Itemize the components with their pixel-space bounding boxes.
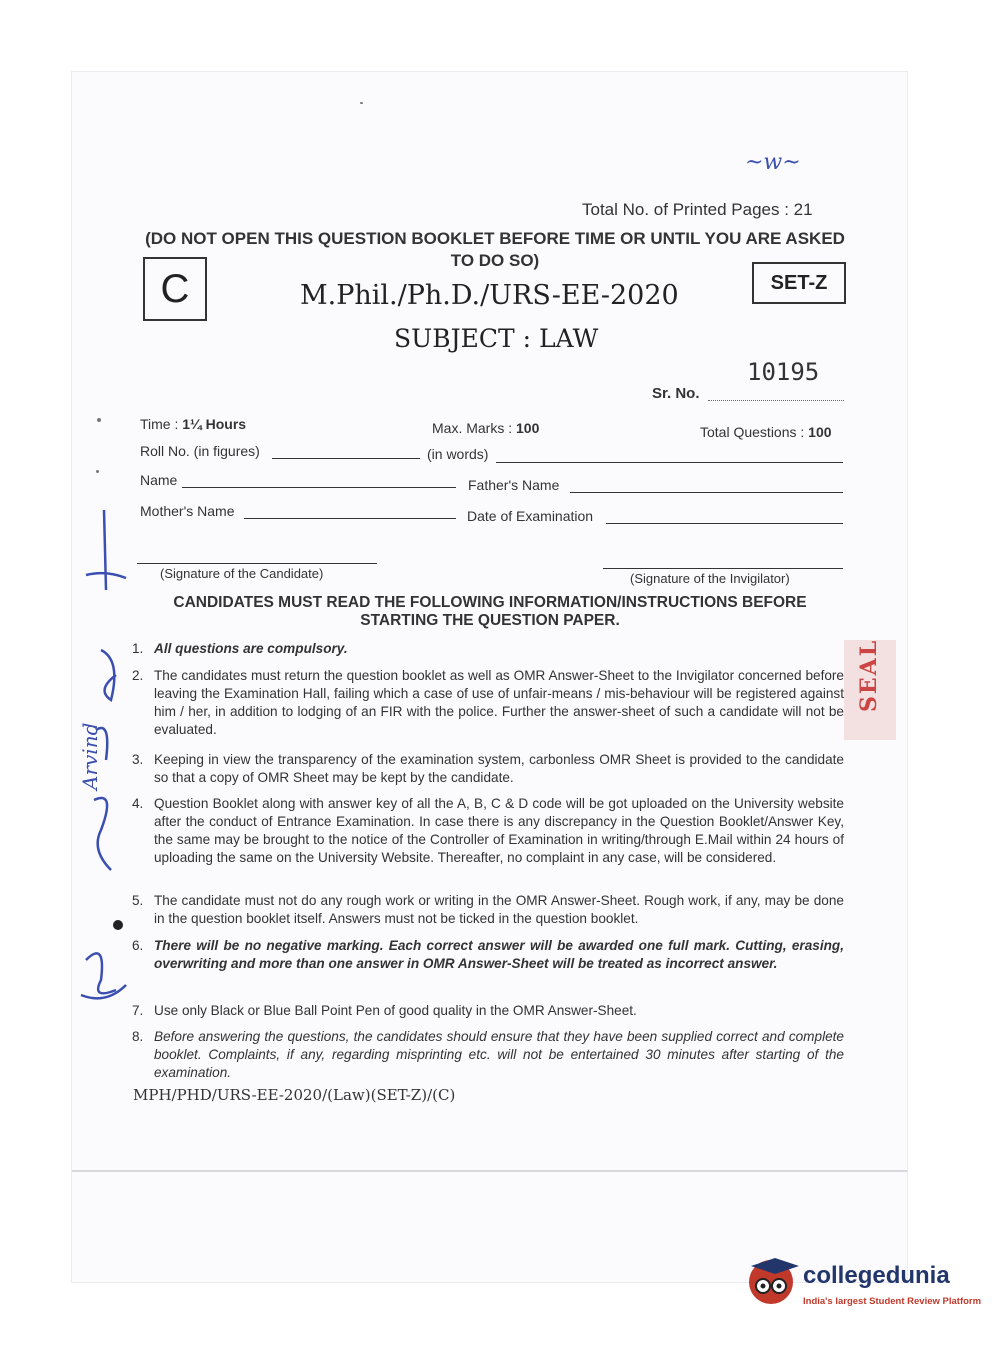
margin-handwritten-name: Arvind [78,722,102,790]
printed-pages-count: Total No. of Printed Pages : 21 [582,200,813,219]
serial-number: 10195 [747,358,820,386]
set-label: SET-Z [770,271,828,294]
instruction-text: Use only Black or Blue Ball Point Pen of good quality in the OMR Answer-Sheet. [154,1003,637,1018]
fathers-name-label: Father's Name [468,477,560,493]
questions-value: 100 [808,424,832,440]
instruction-number: 2. [132,668,144,683]
exam-date-label: Date of Examination [467,508,594,524]
instruction-text: Question Booklet along with answer key of all the A, B, C & D code will be got uploaded on the University website after the conduct of Entrance Examination. In case there is any discrepancy in the Question Booklet/Answer Key, the same may be brought to the notice of the Controller of Examination in writing/through E.Mail within 24 hours of uploading the same on the University Website. Thereafter, no complaint in any case, will be considered. [154,796,844,865]
instruction-text: There will be no negative marking. Each correct answer will be awarded one full mark. Cutting, erasing, overwriting and more than one answer in OMR Answer-Sheet will be treated as incorrect answer. [154,938,844,971]
marks-field [432,420,539,436]
instruction-text: The candidate must not do any rough work or writing in the OMR Answer-Sheet. Rough work, if any, may be done in the question booklet itself. Answers must not be ticked in the question booklet. [154,893,844,926]
speck [97,418,101,422]
marks-label: Max. Marks : [432,420,517,436]
roll-figures-label: Roll No. (in figures) [140,443,260,459]
instruction-text: Before answering the questions, the candidates should ensure that they have been supplied correct and complete booklet. Complaints, if any, regarding misprinting etc. will not be entertained 30 minutes after starting of the examination. [154,1029,844,1080]
time-value: 1¼ Hours [182,416,247,432]
roll-words-line[interactable] [496,462,843,463]
seal-text: SEAL [856,638,882,712]
collegedunia-logo-icon [745,1252,801,1308]
marks-value: 100 [516,420,540,436]
instruction-text: Keeping in view the transparency of the examination system, carbonless OMR Sheet is provided to the candidate so that a copy of OMR Sheet may be kept by the candidate. [154,752,844,785]
instruction-number: 6. [132,938,144,953]
brand-name: collegedunia [803,1262,950,1289]
instruction-item [132,892,844,928]
time-field [140,416,246,432]
candidate-signature-label: (Signature of the Candidate) [160,566,324,581]
questions-field [700,424,832,440]
invigilator-signature-label: (Signature of the Invigilator) [630,571,790,586]
instruction-number: 3. [132,752,144,767]
instruction-item [132,640,844,658]
footer-booklet-code: MPH/PHD/URS-EE-2020/(Law)(SET-Z)/(C) [133,1086,456,1104]
name-line[interactable] [182,487,456,488]
instruction-number: 4. [132,796,144,811]
roll-figures-line[interactable] [272,458,420,459]
instruction-text: All questions are compulsory. [154,641,348,656]
speck [96,470,99,473]
booklet-code-box [143,257,207,321]
serial-dotted-line [708,386,844,401]
set-box [752,262,846,304]
brand-tagline: India's largest Student Review Platform [803,1296,982,1307]
roll-words-label: (in words) [427,446,489,462]
time-label: Time : [140,416,183,432]
instruction-number: 7. [132,1003,144,1018]
instruction-item [132,667,844,739]
exam-title: M.Phil./Ph.D./URS-EE-2020 [300,280,679,311]
serial-label: Sr. No. [652,385,700,402]
instruction-item [132,795,844,867]
page-edge [72,1170,907,1172]
mothers-name-line[interactable] [244,518,456,519]
instruction-item [132,1028,844,1082]
instruction-item [132,937,844,973]
name-label: Name [140,472,178,488]
corner-handwritten-mark: ~w~ [745,150,801,175]
questions-label: Total Questions : [700,424,809,440]
instruction-number: 1. [132,641,144,656]
fathers-name-line[interactable] [570,492,843,493]
exam-date-line[interactable] [606,523,843,524]
instruction-text: The candidates must return the question booklet as well as OMR Answer-Sheet to the Invigilator concerned before leaving the Examination Hall, failing which a case of use of unfair-means / mis-behaviour will be registered against him / her, in addition to lodging of an FIR with the police. Further the answer-sheet of such a candidate will not be evaluated. [154,668,844,737]
instruction-number: 5. [132,893,144,908]
do-not-open-warning: (DO NOT OPEN THIS QUESTION BOOKLET BEFORE TIME OR UNTIL YOU ARE ASKED TO DO SO) [145,229,845,270]
instruction-item [132,751,844,787]
speck [360,102,363,104]
subject-title: SUBJECT : LAW [394,324,599,353]
seal-stamp [844,640,896,740]
invigilator-signature-line[interactable] [603,568,843,569]
instruction-number: 8. [132,1029,144,1044]
candidate-signature-line[interactable] [137,563,377,564]
instruction-item [132,1002,844,1020]
instructions-heading: CANDIDATES MUST READ THE FOLLOWING INFORMATION/INSTRUCTIONS BEFORE STARTING THE QUESTION PAPER. [173,594,807,629]
booklet-code: C [160,266,190,311]
mothers-name-label: Mother's Name [140,503,235,519]
